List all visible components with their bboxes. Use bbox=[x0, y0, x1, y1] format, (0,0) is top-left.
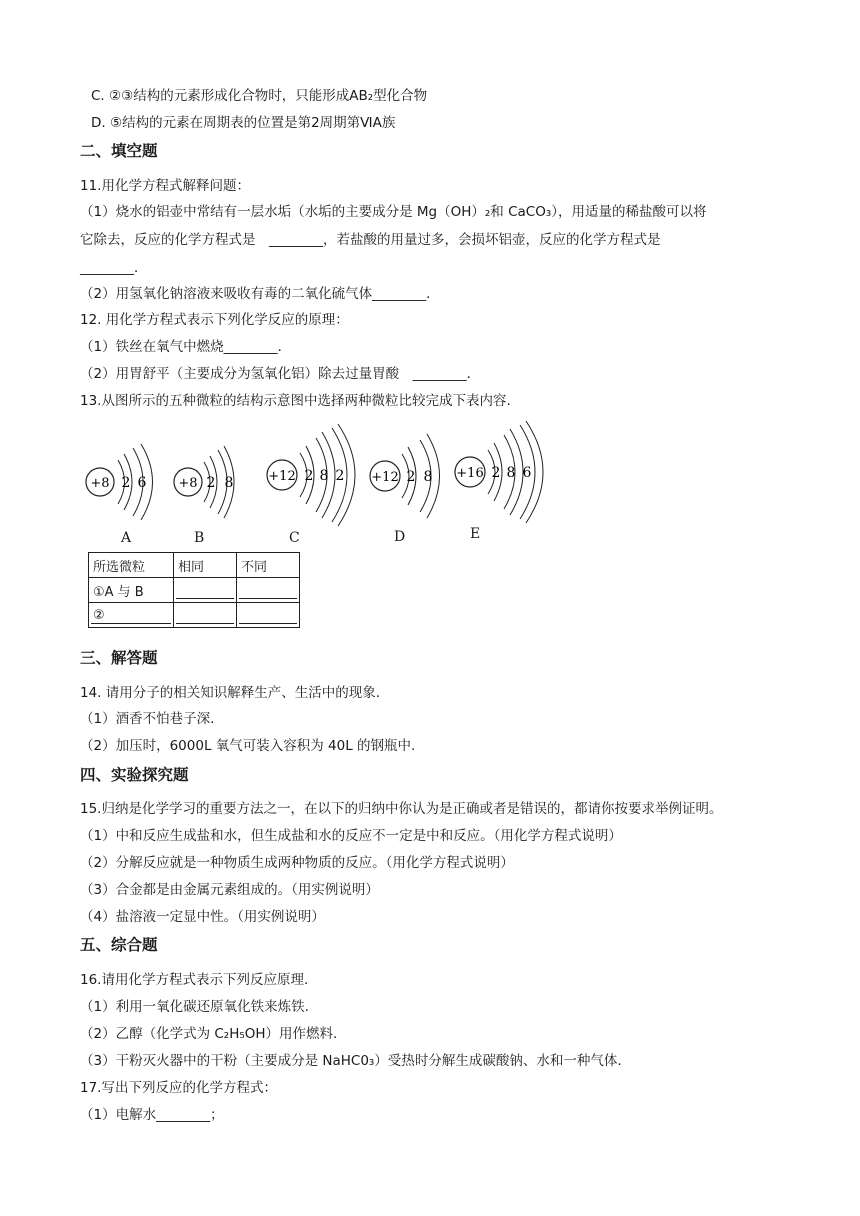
question-17: 17.写出下列反应的化学方程式： bbox=[80, 1080, 277, 1096]
atom-a-nucleus: +8 bbox=[90, 476, 110, 491]
option-10c: C. ②③结构的元素形成化合物时，只能形成AB₂型化合物 bbox=[91, 88, 428, 104]
atom-d bbox=[370, 434, 440, 518]
answer-blank[interactable] bbox=[174, 578, 237, 603]
atom-a bbox=[86, 444, 153, 520]
atom-label-c: C bbox=[289, 530, 300, 546]
atom-label-e: E bbox=[470, 526, 481, 542]
question-11-part1-line3: ________． bbox=[80, 260, 148, 276]
answer-blank[interactable] bbox=[174, 603, 237, 628]
atom-label-d: D bbox=[394, 529, 406, 545]
atom-label-a: A bbox=[121, 530, 132, 546]
table-row bbox=[89, 578, 300, 603]
table-header-particles: 所选微粒 bbox=[89, 553, 174, 578]
option-10d: D. ⑤结构的元素在周期表的位置是第2周期第ⅥA族 bbox=[91, 115, 396, 131]
table-cell-row1-particles: ①A 与 B bbox=[89, 578, 174, 603]
answer-blank[interactable] bbox=[237, 603, 300, 628]
atom-c bbox=[267, 424, 355, 526]
question-15-part3: （3）合金都是由金属元素组成的。（用实例说明） bbox=[80, 882, 379, 898]
table-header-same: 相同 bbox=[174, 553, 237, 578]
question-16-part1: （1）利用一氧化碳还原氧化铁来炼铁. bbox=[80, 999, 309, 1015]
atom-label-b: B bbox=[194, 530, 205, 546]
atom-c-nucleus: +12 bbox=[268, 469, 296, 484]
atom-a-shell-1: 2 bbox=[121, 475, 131, 491]
question-12: 12. 用化学方程式表示下列化学反应的原理： bbox=[80, 312, 349, 328]
question-16-part2: （2）乙醇（化学式为 C₂H₅OH）用作燃料. bbox=[80, 1026, 338, 1042]
atom-b-nucleus: +8 bbox=[178, 476, 198, 491]
question-13: 13.从图所示的五种微粒的结构示意图中选择两种微粒比较完成下表内容. bbox=[80, 393, 511, 409]
answer-blank[interactable] bbox=[237, 578, 300, 603]
atom-c-shell-3: 2 bbox=[335, 468, 345, 484]
question-17-part1: （1）电解水________； bbox=[80, 1107, 224, 1123]
atom-d-shell-2: 8 bbox=[423, 469, 433, 485]
question-11: 11.用化学方程式解释问题： bbox=[80, 178, 250, 194]
atom-c-shell-2: 8 bbox=[319, 468, 329, 484]
atom-d-shell-1: 2 bbox=[406, 469, 416, 485]
question-16: 16.请用化学方程式表示下列反应原理. bbox=[80, 972, 309, 988]
table-row bbox=[89, 603, 300, 628]
question-15: 15.归纳是化学学习的重要方法之一，在以下的归纳中你认为是正确或者是错误的，都请你按要求举例证明。 bbox=[80, 801, 723, 817]
question-11-part1-line2: 它除去，反应的化学方程式是 ________，若盐酸的用量过多，会损坏铝壶，反应的化学方程式是 bbox=[80, 232, 661, 248]
table-header-different: 不同 bbox=[237, 553, 300, 578]
section-heading-comprehensive: 五、综合题 bbox=[80, 936, 158, 954]
atom-b-shell-1: 2 bbox=[206, 475, 216, 491]
atom-c-shell-1: 2 bbox=[304, 468, 314, 484]
question-11-part2: （2）用氢氧化钠溶液来吸收有毒的二氧化硫气体________． bbox=[80, 286, 440, 302]
atom-b bbox=[174, 446, 234, 518]
question-16-part3: （3）干粉灭火器中的干粉（主要成分是 NaHC0₃）受热时分解生成碳酸钠、水和一种气体. bbox=[80, 1053, 622, 1069]
question-12-part2: （2）用胃舒平（主要成分为氢氧化铝）除去过量胃酸 ________． bbox=[80, 366, 481, 382]
atom-e bbox=[455, 421, 543, 523]
atom-e-nucleus: +16 bbox=[456, 466, 484, 481]
atom-e-shell-1: 2 bbox=[491, 465, 501, 481]
question-15-part2: （2）分解反应就是一种物质生成两种物质的反应。（用化学方程式说明） bbox=[80, 855, 514, 871]
atom-e-shell-3: 6 bbox=[522, 465, 532, 481]
question-14: 14. 请用分子的相关知识解释生产、生活中的现象. bbox=[80, 685, 381, 701]
atom-e-shell-2: 8 bbox=[506, 465, 516, 481]
section-heading-short-answer: 三、解答题 bbox=[80, 649, 158, 667]
question-14-part2: （2）加压时，6000L 氧气可装入容积为 40L 的钢瓶中. bbox=[80, 738, 416, 754]
atom-b-shell-2: 8 bbox=[224, 475, 234, 491]
section-heading-fill-blank: 二、填空题 bbox=[80, 142, 158, 160]
atom-d-nucleus: +12 bbox=[371, 470, 399, 485]
question-12-part1: （1）铁丝在氧气中燃烧________． bbox=[80, 339, 292, 355]
atom-a-shell-2: 6 bbox=[137, 475, 147, 491]
comparison-table bbox=[88, 552, 300, 628]
question-11-part1-line1: （1）烧水的铝壶中常结有一层水垢（水垢的主要成分是 Mg（OH）₂和 CaCO₃），用适量的稀盐酸可以将 bbox=[80, 204, 707, 220]
question-14-part1: （1）酒香不怕巷子深. bbox=[80, 711, 215, 727]
question-15-part4: （4）盐溶液一定显中性。（用实例说明） bbox=[80, 909, 325, 925]
table-cell-row2-particles[interactable]: ② bbox=[89, 603, 174, 628]
table-row bbox=[89, 553, 300, 578]
question-15-part1: （1）中和反应生成盐和水，但生成盐和水的反应不一定是中和反应。（用化学方程式说明） bbox=[80, 828, 622, 844]
section-heading-experiment: 四、实验探究题 bbox=[80, 766, 189, 784]
